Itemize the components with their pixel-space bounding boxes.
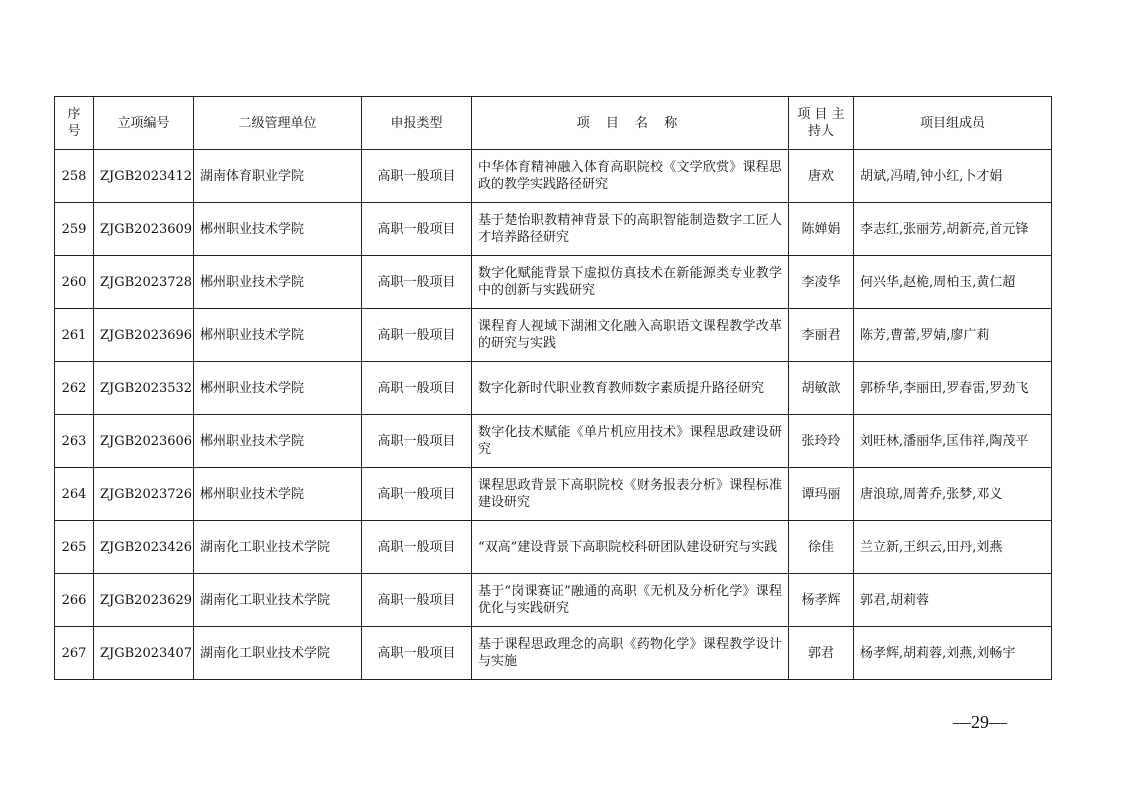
header-row: [55, 97, 1052, 150]
cell-project-name: 数字化技术赋能《单片机应用技术》课程思政建设研究: [472, 415, 789, 468]
project-table: [54, 96, 1052, 680]
cell-type: 高职一般项目: [362, 309, 472, 362]
cell-code: ZJGB2023532: [94, 362, 194, 415]
cell-project-name: 基于楚怡职教精神背景下的高职智能制造数字工匠人才培养路径研究: [472, 203, 789, 256]
cell-code: ZJGB2023629: [94, 574, 194, 627]
cell-type: 高职一般项目: [362, 415, 472, 468]
cell-unit: 湖南化工职业技术学院: [194, 521, 362, 574]
table-body: [55, 150, 1052, 680]
cell-members: 郭桥华,李丽田,罗春雷,罗劲飞: [854, 362, 1052, 415]
cell-code: ZJGB2023728: [94, 256, 194, 309]
cell-code: ZJGB2023606: [94, 415, 194, 468]
cell-host: 陈婵娟: [789, 203, 854, 256]
cell-members: 刘旺林,潘丽华,匡伟祥,陶茂平: [854, 415, 1052, 468]
table-row: [55, 521, 1052, 574]
cell-type: 高职一般项目: [362, 574, 472, 627]
table-row: [55, 256, 1052, 309]
cell-host: 唐欢: [789, 150, 854, 203]
cell-project-name: 数字化赋能背景下虚拟仿真技术在新能源类专业教学中的创新与实践研究: [472, 256, 789, 309]
cell-seq: 263: [55, 415, 94, 468]
cell-project-name: 基于“岗课赛证”融通的高职《无机及分析化学》课程优化与实践研究: [472, 574, 789, 627]
cell-members: 杨孝辉,胡莉蓉,刘燕,刘畅宇: [854, 627, 1052, 680]
cell-seq: 261: [55, 309, 94, 362]
table-row: [55, 468, 1052, 521]
table-header: [55, 97, 1052, 150]
header-code: 立项编号: [94, 97, 194, 150]
header-unit: 二级管理单位: [194, 97, 362, 150]
header-name: 项 目 名 称: [472, 97, 789, 150]
cell-host: 徐佳: [789, 521, 854, 574]
cell-unit: 郴州职业技术学院: [194, 362, 362, 415]
cell-project-name: 中华体育精神融入体育高职院校《文学欣赏》课程思政的教学实践路径研究: [472, 150, 789, 203]
cell-host: 李凌华: [789, 256, 854, 309]
cell-unit: 湖南化工职业技术学院: [194, 574, 362, 627]
cell-project-name: 课程思政背景下高职院校《财务报表分析》课程标准建设研究: [472, 468, 789, 521]
cell-project-name: “双高”建设背景下高职院校科研团队建设研究与实践: [472, 521, 789, 574]
header-seq: 序号: [55, 97, 94, 150]
cell-code: ZJGB2023726: [94, 468, 194, 521]
table-row: [55, 150, 1052, 203]
cell-type: 高职一般项目: [362, 362, 472, 415]
cell-host: 张玲玲: [789, 415, 854, 468]
cell-project-name: 基于课程思政理念的高职《药物化学》课程教学设计与实施: [472, 627, 789, 680]
cell-host: 郭君: [789, 627, 854, 680]
cell-members: 胡斌,冯晴,钟小红,卜才娟: [854, 150, 1052, 203]
cell-host: 李丽君: [789, 309, 854, 362]
cell-unit: 郴州职业技术学院: [194, 256, 362, 309]
cell-host: 杨孝辉: [789, 574, 854, 627]
cell-type: 高职一般项目: [362, 150, 472, 203]
cell-project-name: 课程育人视域下湖湘文化融入高职语文课程教学改革的研究与实践: [472, 309, 789, 362]
cell-unit: 郴州职业技术学院: [194, 468, 362, 521]
cell-project-name: 数字化新时代职业教育教师数字素质提升路径研究: [472, 362, 789, 415]
table-row: [55, 415, 1052, 468]
cell-seq: 267: [55, 627, 94, 680]
cell-members: 兰立新,王织云,田丹,刘燕: [854, 521, 1052, 574]
cell-unit: 郴州职业技术学院: [194, 309, 362, 362]
cell-unit: 湖南体育职业学院: [194, 150, 362, 203]
cell-seq: 264: [55, 468, 94, 521]
table-row: [55, 574, 1052, 627]
cell-unit: 湖南化工职业技术学院: [194, 627, 362, 680]
cell-seq: 260: [55, 256, 94, 309]
cell-members: 郭君,胡莉蓉: [854, 574, 1052, 627]
cell-code: ZJGB2023426: [94, 521, 194, 574]
cell-members: 唐浪琼,周菁乔,张梦,邓义: [854, 468, 1052, 521]
cell-type: 高职一般项目: [362, 627, 472, 680]
table-row: [55, 362, 1052, 415]
cell-unit: 郴州职业技术学院: [194, 415, 362, 468]
page-number: —29—: [953, 712, 1007, 732]
cell-code: ZJGB2023696: [94, 309, 194, 362]
cell-unit: 郴州职业技术学院: [194, 203, 362, 256]
cell-members: 李志红,张丽芳,胡新亮,首元锋: [854, 203, 1052, 256]
cell-code: ZJGB2023609: [94, 203, 194, 256]
cell-type: 高职一般项目: [362, 521, 472, 574]
cell-type: 高职一般项目: [362, 203, 472, 256]
table-row: [55, 203, 1052, 256]
cell-type: 高职一般项目: [362, 256, 472, 309]
header-members: 项目组成员: [854, 97, 1052, 150]
cell-code: ZJGB2023407: [94, 627, 194, 680]
cell-type: 高职一般项目: [362, 468, 472, 521]
cell-members: 陈芳,曹蕾,罗婧,廖广莉: [854, 309, 1052, 362]
cell-seq: 265: [55, 521, 94, 574]
table-row: [55, 627, 1052, 680]
cell-host: 谭玛丽: [789, 468, 854, 521]
header-type: 申报类型: [362, 97, 472, 150]
cell-seq: 258: [55, 150, 94, 203]
cell-host: 胡敏歆: [789, 362, 854, 415]
header-host: 项 目 主持人: [789, 97, 854, 150]
cell-seq: 266: [55, 574, 94, 627]
table-row: [55, 309, 1052, 362]
cell-seq: 259: [55, 203, 94, 256]
cell-seq: 262: [55, 362, 94, 415]
cell-members: 何兴华,赵桅,周柏玉,黄仁超: [854, 256, 1052, 309]
cell-code: ZJGB2023412: [94, 150, 194, 203]
